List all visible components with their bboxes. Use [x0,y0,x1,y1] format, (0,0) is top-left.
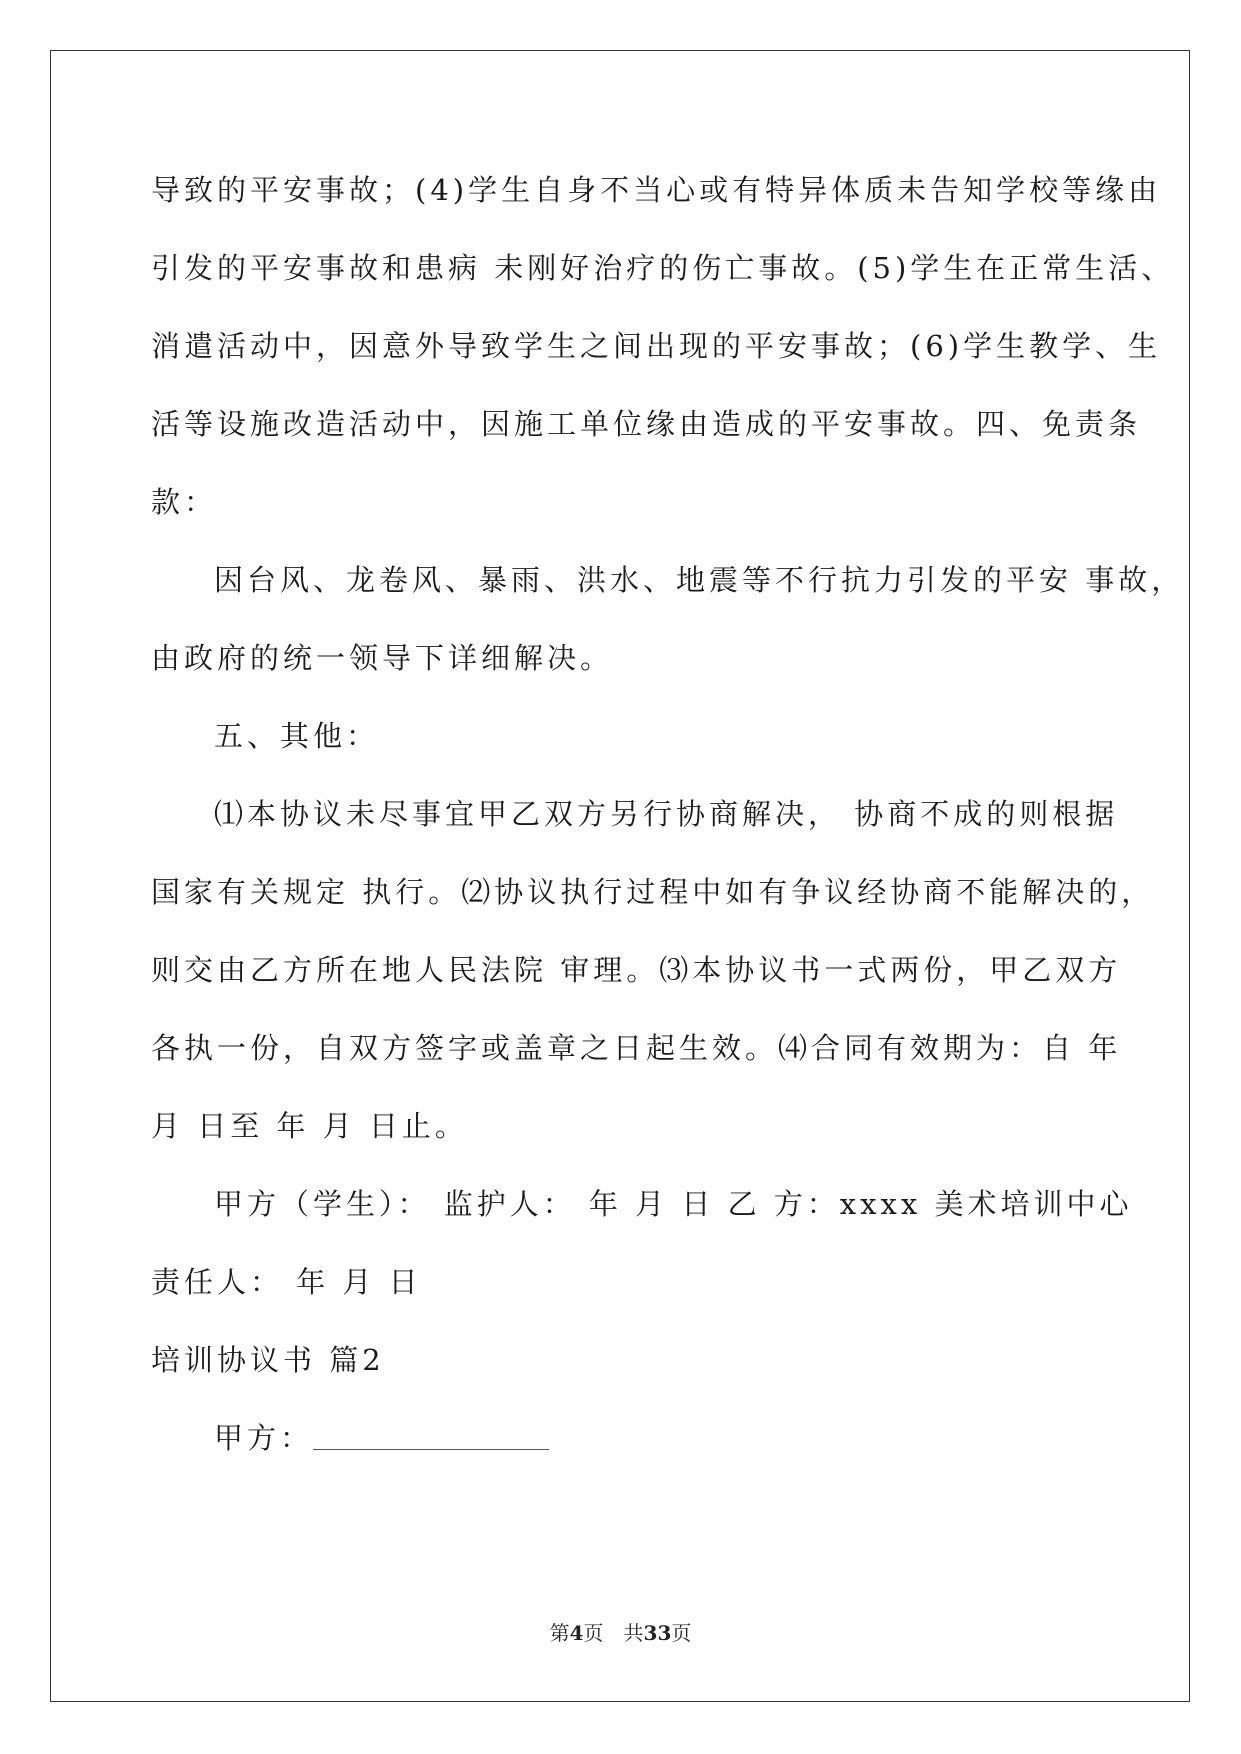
text-line: 月 日至 年 月 日止。 [151,1109,468,1143]
signature-line: 责任人： 年 月 日 [151,1265,422,1299]
page-footer [0,1617,1241,1646]
text-line: 各执一份，自双方签字或盖章之日起生效。⑷合同有效期为：自 年 [151,1031,1122,1065]
text-line: 导致的平安事故；(4)学生自身不当心或有特异体质未告知学校等缘由 [151,173,1162,207]
section-heading: 五、其他： [214,719,380,753]
party-a-label: 甲方： [214,1421,314,1455]
text-line: 因台风、龙卷风、暴雨、洪水、地震等不行抗力引发的平安 事故， [214,563,1185,597]
blank-underline [313,1413,549,1450]
document-body [151,160,1185,1486]
page-number: 4 [569,1621,584,1645]
text-line: 活等设施改造活动中，因施工单位缘由造成的平安事故。四、免责条 [151,407,1142,441]
text-line: 国家有关规定 执行。⑵协议执行过程中如有争议经协商不能解决的， [151,875,1155,909]
signature-line: 甲方（学生）： 监护人： 年 月 日 乙 方：xxxx 美术培训中心 [214,1187,1133,1221]
text-line: 则交由乙方所在地人民法院 审理。⑶本协议书一式两份，甲乙双方 [151,953,1122,987]
total-suffix: 页 [671,1621,692,1645]
text-line: 引发的平安事故和患病 未刚好治疗的伤亡事故。(5)学生在正常生活、 [151,251,1175,285]
text-line: ⑴本协议未尽事宜甲乙双方另行协商解决， 协商不成的则根据 [214,797,1119,831]
text-line: 消遣活动中，因意外导致学生之间出现的平安事故；(6)学生教学、生 [151,329,1162,363]
total-prefix: 共 [623,1621,644,1645]
party-a-line [151,1408,1091,1486]
page-prefix: 第 [549,1621,570,1645]
total-pages: 33 [643,1621,672,1645]
text-line: 由政府的统一领导下详细解决。 [151,641,614,675]
page-suffix: 页 [583,1621,604,1645]
article-title: 培训协议书 篇2 [151,1343,385,1377]
text-line: 款： [151,485,218,519]
